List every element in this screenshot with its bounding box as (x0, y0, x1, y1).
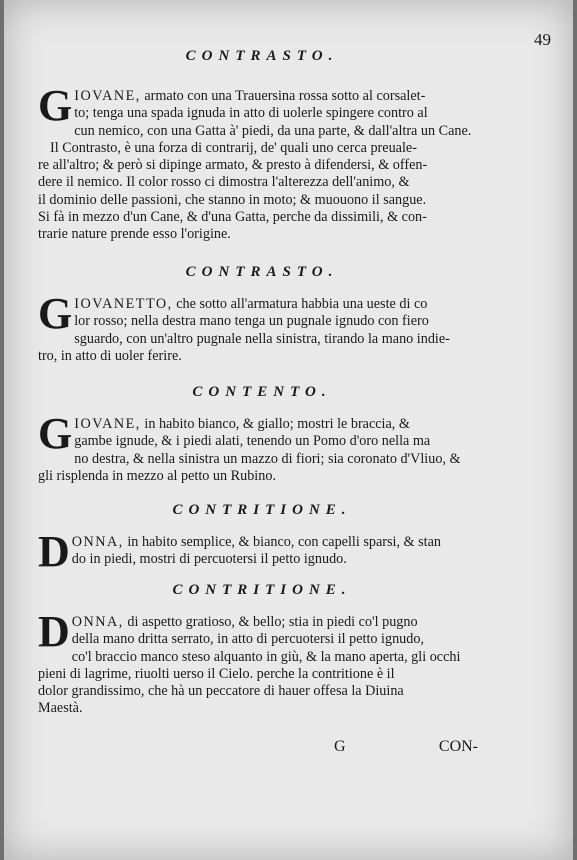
text-line: della mano dritta serrato, in atto di percuotersi il petto ignudo, (71, 631, 425, 648)
text-line: il dominio delle passioni, che stanno in moto; & muouono il sangue. (38, 191, 427, 208)
text-line: in habito semplice, & bianco, con capelli sparsi, & stan (123, 534, 441, 550)
text-line: sguardo, con un'altro pugnale nella sinistra, tirando la mano indie- (74, 330, 450, 347)
section-contrasto-2 (38, 262, 486, 365)
drop-cap: G (38, 409, 73, 458)
page-number: 49 (534, 30, 551, 49)
catchword: CON- (438, 738, 478, 755)
first-word: IOVANE, (74, 88, 141, 104)
section-heading: CONTRITIONE. (172, 582, 352, 598)
section-heading: CONTENTO. (192, 384, 332, 400)
text-line: che sotto all'armatura habbia una ueste di co (172, 296, 428, 312)
section-contrasto-1 (38, 46, 486, 244)
text-line: in habito bianco, & giallo; mostri le braccia, & (140, 416, 410, 432)
text-line: tro, in atto di uoler ferire. (38, 347, 182, 364)
text-line: re all'altro; & però si dipinge armato, & presto à difendersi, & offen- (38, 157, 428, 174)
section-heading: CONTRASTO. (185, 264, 339, 280)
text-line: Il Contrasto, è una forza di contrarij, de' quali uno cerca preuale- (50, 139, 417, 156)
section-contento (38, 382, 486, 485)
entry-text (38, 289, 486, 365)
signature-mark: G (334, 738, 346, 755)
first-word: ONNA, (71, 534, 124, 550)
text-line: di aspetto gratioso, & bello; stia in piedi co'l pugno (123, 614, 418, 630)
drop-cap: G (38, 289, 73, 338)
first-word: ONNA, (71, 614, 124, 630)
drop-cap: D (38, 607, 70, 656)
first-word: IOVANE, (74, 416, 141, 432)
text-line: Maestà. (38, 700, 83, 717)
text-line: lor rosso; nella destra mano tenga un pugnale ignudo con fiero (74, 313, 429, 330)
entry-text (38, 409, 486, 485)
section-heading: CONTRITIONE. (172, 502, 352, 518)
text-line: armato con una Trauersina rossa sotto al corsalet- (140, 88, 426, 104)
section-contritione-1 (38, 500, 486, 576)
drop-cap: D (38, 527, 70, 576)
entry-text (38, 527, 486, 576)
entry-text (38, 607, 486, 718)
text-line: gli risplenda in mezzo al petto un Rubino. (38, 467, 276, 484)
text-line: gambe ignude, & i piedi alati, tenendo un Pomo d'oro nella ma (74, 433, 431, 450)
drop-cap: G (38, 81, 73, 130)
text-line: dolor grandissimo, che hà un peccatore di hauer offesa la Diuina (38, 683, 404, 700)
text-line: do in piedi, mostri di percuotersi il petto ignudo. (71, 551, 347, 568)
text-line: no destra, & nella sinistra un mazzo di fiori; sia coronato d'Vliuo, & (74, 450, 461, 467)
section-heading: CONTRASTO. (185, 48, 339, 64)
text-line: Si fà in mezzo d'un Cane, & d'una Gatta, perche da dissimili, & con- (38, 209, 427, 226)
text-line: pieni di lagrime, riuolti uerso il Cielo. perche la contritione è il (38, 665, 395, 682)
text-line: dere il nemico. Il color rosso ci dimostra l'alterezza dell'animo, & (38, 174, 410, 191)
book-page (4, 0, 573, 860)
text-line: to; tenga una spada ignuda in atto di uolerle spingere contro al (74, 105, 428, 122)
first-word: IOVANETTO, (74, 296, 173, 312)
text-line: cun nemico, con una Gatta à' piedi, da una parte, & dall'altra un Cane. (74, 122, 472, 139)
page-footer (38, 738, 478, 758)
section-contritione-2 (38, 580, 486, 718)
entry-text (38, 81, 486, 244)
text-line: trarie nature prende esso l'origine. (38, 226, 231, 243)
text-line: co'l braccio manco steso alquanto in giù, & la mano aperta, gli occhi (71, 648, 461, 665)
